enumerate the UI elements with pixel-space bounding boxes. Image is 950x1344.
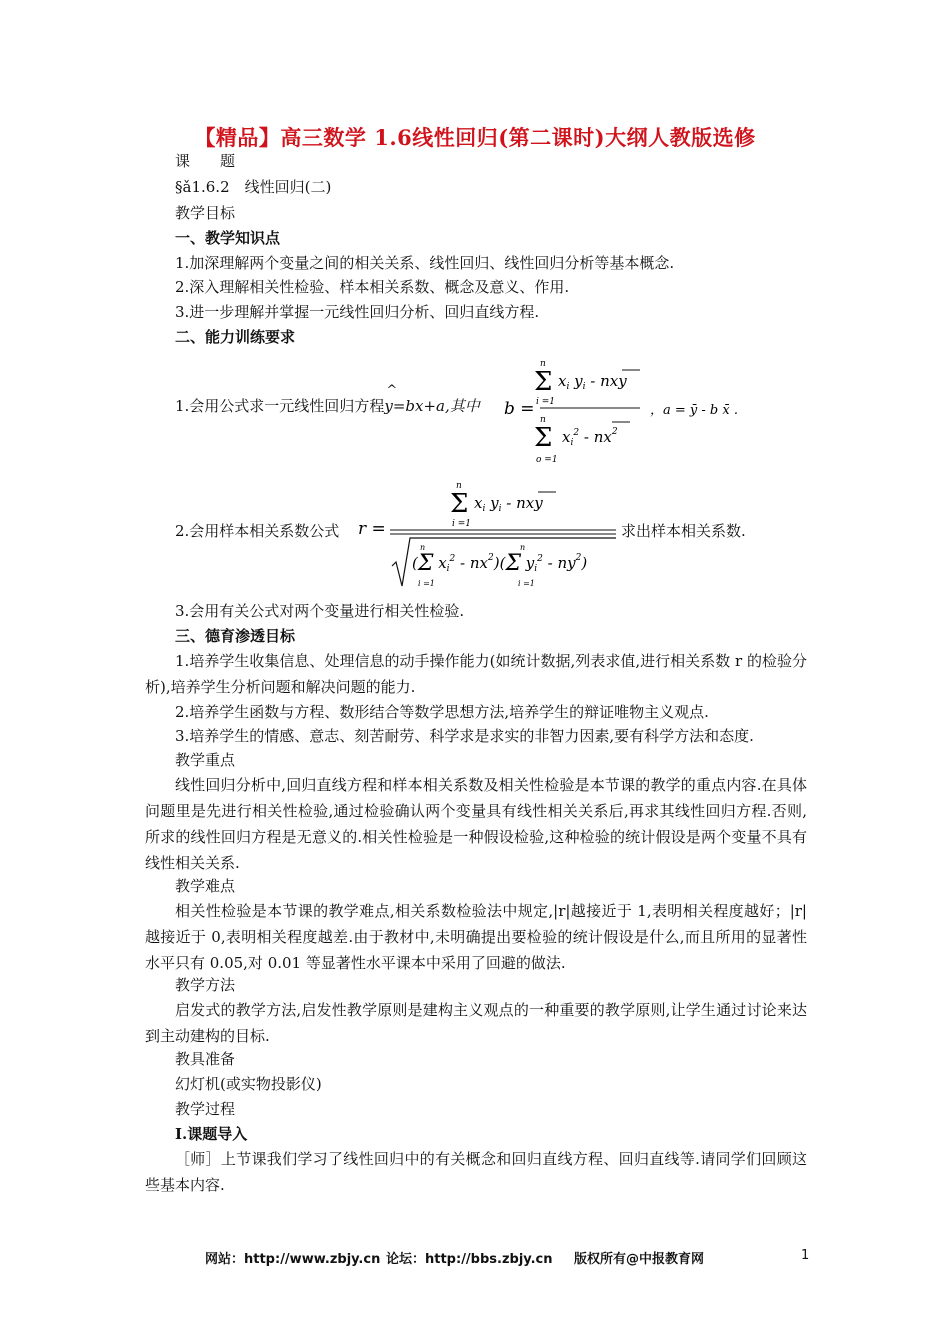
footer-site-link[interactable]: 网站：http://www.zbjy.cn: [205, 1252, 381, 1267]
formula-r-denominator: (Σ $x_i^2 - nx^2)(\Sigma$ $y_i^2 - ny^2$): [412, 551, 588, 576]
correlation-item-text: 2.会用样本相关系数公式: [175, 522, 340, 540]
formula-r-den-sum-top-1: n: [420, 543, 426, 552]
formula-r-numerator: $x_i$ $y_i$ - nxy: [474, 494, 543, 514]
method-label: 教学方法: [175, 976, 236, 994]
formula-b-lhs: b =: [504, 399, 535, 419]
page-number: 1: [801, 1248, 810, 1263]
tools-text: 幻灯机(或实物投影仪): [175, 1075, 322, 1093]
intro-heading: Ⅰ.课题导入: [175, 1125, 248, 1143]
section-1-item: 1.加深理解两个变量之间的相关关系、线性回归、线性回归分析等基本概念.: [175, 254, 675, 272]
regression-item-text: 1.会用公式求一元线性回归方程: [175, 397, 385, 415]
document-title: 【精品】高三数学 1.6线性回归(第二课时)大纲人教版选修: [194, 125, 756, 150]
difficulty-label: 教学难点: [175, 877, 236, 895]
section-3-item: 1.培养学生收集信息、处理信息的动手操作能力(如统计数据,列表求值,进行相关系数 r 的检验分析),培养学生分析问题和解决问题的能力.: [145, 652, 807, 696]
lesson-name: §ǎ1.6.2 线性回归(二): [175, 178, 332, 196]
section-1-item: 3.进一步理解并掌握一元线性回归分析、回归直线方程.: [175, 303, 540, 321]
correlation-item-end: 求出样本相关系数.: [621, 522, 746, 540]
section-1-heading: 一、教学知识点: [175, 229, 281, 247]
section-3-item: 2.培养学生函数与方程、数形结合等数学思想方法,培养学生的辩证唯物主义观点.: [175, 703, 709, 721]
formula-b-den-sum-bottom: o =1: [536, 455, 558, 465]
formula-r-num-sum-top: n: [456, 481, 462, 491]
formula-r-num-sigma: Σ: [450, 489, 469, 519]
method-text: 启发式的教学方法,启发性教学原则是建构主义观点的一种重要的教学原则,让学生通过讨论来达到主动建构的目标.: [145, 1001, 807, 1045]
key-points-label: 教学重点: [175, 751, 236, 769]
section-1-item: 2.深入理解相关性检验、样本相关系数、概念及意义、作用.: [175, 278, 570, 296]
difficulty-text: 相关性检验是本节课的教学难点,相关系数检验法中规定,|r|越接近于 1,表明相关程度越好；|r|越接近于 0,表明相关程度越差.由于教材中,未明确提出要检验的统计假设是什么,而且所用的显著性水平只有 0.05,对 0.01 等显著性水平课本中采用了回避的做法.: [145, 902, 807, 972]
regression-item: [175, 383, 480, 416]
goals-label: 教学目标: [175, 204, 236, 222]
key-points-text: 线性回归分析中,回归直线方程和样本相关系数及相关性检验是本节课的教学的重点内容.在具体问题里是先进行相关性检验,通过检验确认两个变量具有线性相关关系后,再求其线性回归方程.否则,所求的线性回归方程是无意义的.相关性检验是一种假设检验,这种检验的统计假设是两个变量不具有线性相关关系.: [145, 776, 807, 872]
formula-b-den-sigma: Σ: [534, 423, 553, 453]
footer-forum-link[interactable]: 论坛：http://bbs.zbjy.cn: [386, 1252, 553, 1267]
formula-b-num-sigma: Σ: [534, 367, 553, 397]
formula-b-a-equation: ，a = ȳ - b x̄ .: [650, 403, 738, 418]
regression-eq: =bx+a,其中: [392, 397, 480, 415]
intro-text: ［师］上节课我们学习了线性回归中的有关概念和回归直线方程、回归直线等.请同学们回顾这些基本内容.: [145, 1150, 807, 1194]
footer-copyright: 版权所有@中报教育网: [574, 1252, 705, 1267]
formula-b-den-sum-top: n: [540, 415, 546, 425]
formula-b-num-sum-bottom: i =1: [536, 397, 556, 407]
tools-label: 教具准备: [175, 1050, 236, 1068]
formula-r-num-sum-bottom: i =1: [452, 519, 472, 529]
section-2-item: 3.会用有关公式对两个变量进行相关性检验.: [175, 602, 465, 620]
formula-r-den-sum-top-2: n: [520, 543, 526, 552]
yhat-accent: ^: [386, 383, 398, 398]
process-label: 教学过程: [175, 1100, 236, 1118]
formula-b-denominator: $x_i^2 - nx^2$: [562, 427, 618, 448]
formula-b: [500, 356, 760, 468]
yhat-symbol: y: [384, 397, 393, 415]
formula-r: [354, 478, 619, 590]
formula-r-lhs: r =: [358, 519, 386, 539]
correlation-item: [175, 520, 339, 541]
formula-b-numerator: $x_i$ $y_i$ - nxy: [558, 372, 627, 392]
formula-b-num-sum-top: n: [540, 359, 546, 369]
section-3-heading: 三、德育渗透目标: [175, 627, 296, 645]
formula-r-den-sum-bottom-2: i =1: [518, 579, 535, 588]
section-2-heading: 二、能力训练要求: [175, 328, 296, 346]
formula-r-den-sum-bottom-1: i =1: [418, 579, 435, 588]
section-3-item: 3.培养学生的情感、意志、刻苦耐劳、科学求是求实的非智力因素,要有科学方法和态度.: [175, 727, 754, 745]
lesson-label: 课 题: [175, 152, 236, 170]
